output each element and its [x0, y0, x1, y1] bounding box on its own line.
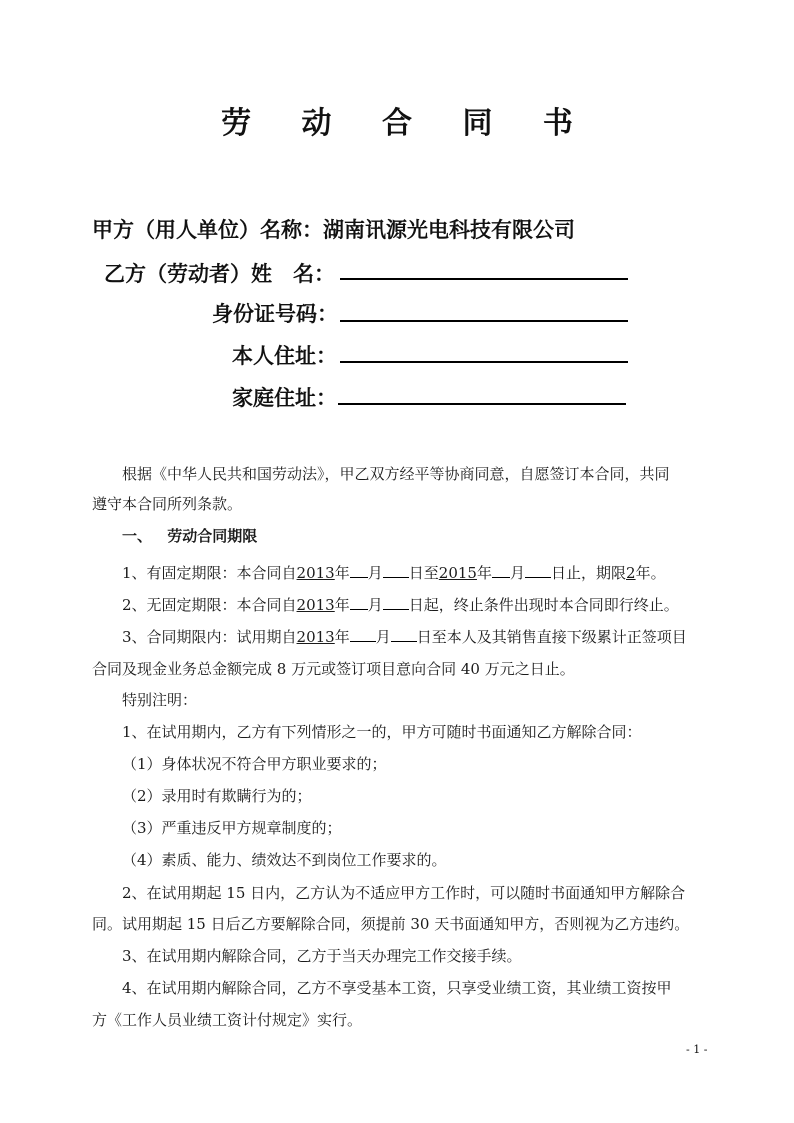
start-month-blank[interactable]: [350, 563, 368, 578]
year-unit: 年: [476, 564, 492, 582]
document-title: 劳 动 合 同 书: [221, 106, 593, 141]
term-years: 2: [626, 564, 636, 582]
party-b-address-label: 本人住址：: [232, 343, 337, 368]
open-term-text: 日起，终止条件出现时本合同即行终止。: [408, 596, 679, 614]
party-a-label: 甲方（用人单位）名称：: [92, 217, 323, 242]
party-b-id-label: 身份证号码：: [212, 301, 338, 326]
month-unit: 月: [509, 564, 525, 582]
party-a-company: 湖南讯源光电科技有限公司: [323, 217, 575, 242]
party-a-row: [92, 214, 575, 244]
note-1-case-4: （4）素质、能力、绩效达不到岗位工作要求的。: [122, 851, 447, 869]
probation-month-blank[interactable]: [350, 627, 376, 642]
term-item-1-prefix: 1、有固定期限：本合同自: [122, 564, 297, 582]
end-day-blank[interactable]: [525, 563, 551, 578]
note-1-case-3: （3）严重违反甲方规章制度的；: [122, 819, 342, 837]
intro-line-1: 根据《中华人民共和国劳动法》，甲乙双方经平等协商同意，自愿签订本合同，共同: [122, 465, 670, 483]
probation-text: 日至本人及其销售直接下级累计正签项目: [416, 628, 687, 646]
open-day-blank[interactable]: [383, 595, 409, 610]
party-b-name-label: 乙方（劳动者）姓 名：: [104, 261, 335, 286]
section-1-number: 一、: [122, 527, 153, 545]
start-day-blank[interactable]: [383, 563, 409, 578]
year-unit: 年: [334, 596, 350, 614]
party-b-home-field[interactable]: [338, 403, 626, 405]
note-4-line-1: 4、在试用期内解除合同，乙方不享受基本工资，只享受业绩工资，其业绩工资按甲: [122, 979, 672, 997]
note-2-line-2: 同。试用期起 15 日后乙方要解除合同，须提前 30 天书面通知甲方，否则视为乙方违约。: [92, 915, 690, 933]
section-1-heading: [122, 526, 257, 546]
section-1-title: 劳动合同期限: [167, 527, 258, 545]
party-b-home-label: 家庭住址：: [232, 385, 337, 410]
note-3: 3、在试用期内解除合同，乙方于当天办理完工作交接手续。: [122, 947, 522, 965]
year-unit: 年: [334, 628, 350, 646]
term-item-3-line-2: 合同及现金业务总金额完成 8 万元或签订项目意向合同 40 万元之日止。: [92, 660, 575, 678]
term-text: 日止，期限: [551, 564, 627, 582]
party-b-id-field[interactable]: [340, 320, 628, 322]
note-1-case-2: （2）录用时有欺瞒行为的；: [122, 787, 312, 805]
probation-year: 2013: [296, 628, 335, 646]
special-notes-label: 特别注明：: [122, 691, 198, 709]
note-2-line-1: 2、在试用期起 15 日内，乙方认为不适应甲方工作时，可以随时书面通知甲方解除合: [122, 884, 686, 902]
note-4-line-2: 方《工作人员业绩工资计付规定》实行。: [92, 1011, 363, 1029]
term-item-3-prefix: 3、合同期限内：试用期自: [122, 628, 297, 646]
month-unit: 月: [367, 564, 383, 582]
party-b-name-field[interactable]: [340, 278, 628, 280]
term-item-2-prefix: 2、无固定期限：本合同自: [122, 596, 297, 614]
intro-line-2: 遵守本合同所列条款。: [92, 495, 243, 513]
end-year: 2015: [438, 564, 477, 582]
start-year: 2013: [296, 564, 335, 582]
day-to-text: 日至: [408, 564, 439, 582]
year-end-text: 年。: [635, 564, 666, 582]
page-number: - 1 -: [686, 1043, 708, 1056]
term-item-1: [122, 563, 666, 583]
month-unit: 月: [375, 628, 391, 646]
end-month-blank[interactable]: [492, 563, 510, 578]
note-1-case-1: （1）身体状况不符合甲方职业要求的；: [122, 755, 387, 773]
term-item-3: [122, 627, 687, 647]
open-start-year: 2013: [296, 596, 335, 614]
note-1: 1、在试用期内，乙方有下列情形之一的，甲方可随时书面通知乙方解除合同：: [122, 723, 642, 741]
term-item-2: [122, 595, 679, 615]
month-unit: 月: [367, 596, 383, 614]
party-b-address-field[interactable]: [340, 361, 628, 363]
year-unit: 年: [334, 564, 350, 582]
probation-day-blank[interactable]: [391, 627, 417, 642]
open-month-blank[interactable]: [350, 595, 368, 610]
